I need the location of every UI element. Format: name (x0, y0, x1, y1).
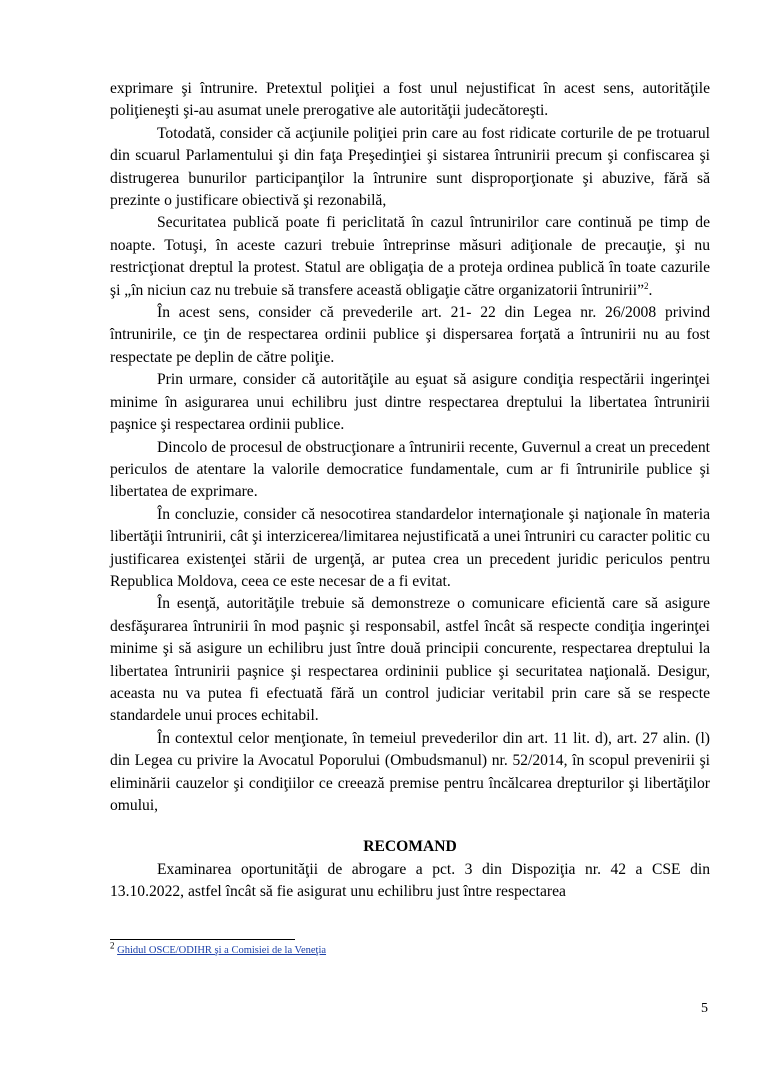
section-heading-recommend: RECOMAND (363, 838, 457, 856)
paragraph-continuation: exprimare şi întrunire. Pretextul poliţiei a fost unul nejustificat în acest sens, autorităţile poliţieneşti şi-au asumat unele prerogative ale autorităţii judecătoreşti. (110, 80, 710, 120)
paragraph-law-provisions: În acest sens, consider că prevederile art. 21- 22 din Legea nr. 26/2008 privind întrunirile, ce ţin de respectarea ordinii publice şi dispersarea forţată a întrunirii nu au fost respectate pe deplin de către poliţie. (110, 304, 710, 366)
paragraph-essence: În esenţă, autorităţile trebuie să demonstreze o comunicare eficientă care să asigure desfăşurarea întrunirii în mod paşnic şi responsabil, astfel încât să respecte condiţia ingerinţei minime şi să asigure un echilibru just între două principii concurente, respectarea dreptului la libertatea întrunirii paşnice şi respectarea ordininii publice şi securitatea naţională. Desigur, aceasta nu va putea fi efectuată fără un control judiciar veritabil prin care să se respecte standardele unui proces echitabil. (110, 595, 710, 725)
footnote (110, 940, 710, 958)
paragraph-public-security-text: Securitatea publică poate fi periclitată în cazul întrunirilor care continuă pe timp de noapte. Totuşi, în aceste cazuri trebuie întreprinse măsuri adiţionale de precauţie, şi nu restricţionat dreptul la protest. Statul are obligaţia de a proteja ordinea publică în toate cazurile şi „în niciun caz nu trebuie să transfere această obligaţie către organizatorii întrunirii” (110, 214, 710, 299)
paragraph-consequently: Prin urmare, consider că autorităţile au eşuat să asigure condiţia respectării ingerinţei minime în asigurarea unui echilibru just dintre respectarea dreptului la libertatea întrunirii paşnice şi respectarea ordinii publice. (110, 371, 710, 434)
footnote-reference[interactable]: 2 (644, 280, 649, 291)
footnote-number: 2 (110, 940, 115, 951)
footnote-separator (110, 939, 295, 940)
document-body (110, 78, 710, 904)
page-number: 5 (701, 1001, 708, 1016)
paragraph-public-security: Securitatea publică poate fi periclitată în cazul întrunirilor care continuă pe timp de noapte. Totuşi, în aceste cazuri trebuie întreprinse măsuri adiţionale de precauţie, şi nu restricţionat dreptul la protest. Statul are obligaţia de a proteja ordinea publică în toate cazurile şi „în niciun caz nu trebuie să transfere această obligaţie către organizatorii întrunirii”$^2$. (110, 214, 710, 299)
paragraph-legal-basis: În contextul celor menţionate, în temeiul prevederilor din art. 11 lit. d), art. 27 alin. (l) din Legea cu privire la Avocatul Poporului (Ombudsmanul) nr. 52/2014, în scopul prevenirii şi eliminării cauzelor şi condiţiilor ce creează premise pentru încălcarea drepturilor şi libertăţilor omului, (110, 729, 710, 814)
paragraph-recommendation: Examinarea oportunităţii de abrogare a pct. 3 din Dispoziţia nr. 42 a CSE din 13.10.2022, astfel încât să fie asigurat unu echilibru just între respectarea (110, 860, 710, 901)
footnote-link[interactable]: Ghidul OSCE/ODIHR şi a Comisiei de la Veneţia (117, 945, 327, 956)
paragraph-precedent: Dincolo de procesul de obstrucţionare a întrunirii recente, Guvernul a creat un precedent periculos de atentare la valorile democratice fundamentale, cum ar fi întrunirile publice şi libertatea de exprimare. (110, 438, 710, 501)
paragraph-police-actions: Totodată, consider că acţiunile poliţiei prin care au fost ridicate corturile de pe trotuarul din scuarul Parlamentului şi din faţa Preşedinţiei şi sistarea întrunirii precum şi confiscarea şi distrugerea bunurilor participanţilor la întrunire sunt disproporţionate şi abuzive, fără să prezinte o justificare obiectivă şi rezonabilă, (110, 124, 710, 210)
paragraph-conclusion: În concluzie, consider că nesocotirea standardelor internaţionale şi naţionale în materia libertăţii întrunirii, cât şi interzicerea/limitarea nejustificată a unei întruniri cu caracter politic cu justificarea existenţei stării de urgenţă, ar putea crea un precedent juridic periculos pentru Republica Moldova, ceea ce este necesar de a fi evitat. (110, 505, 710, 590)
